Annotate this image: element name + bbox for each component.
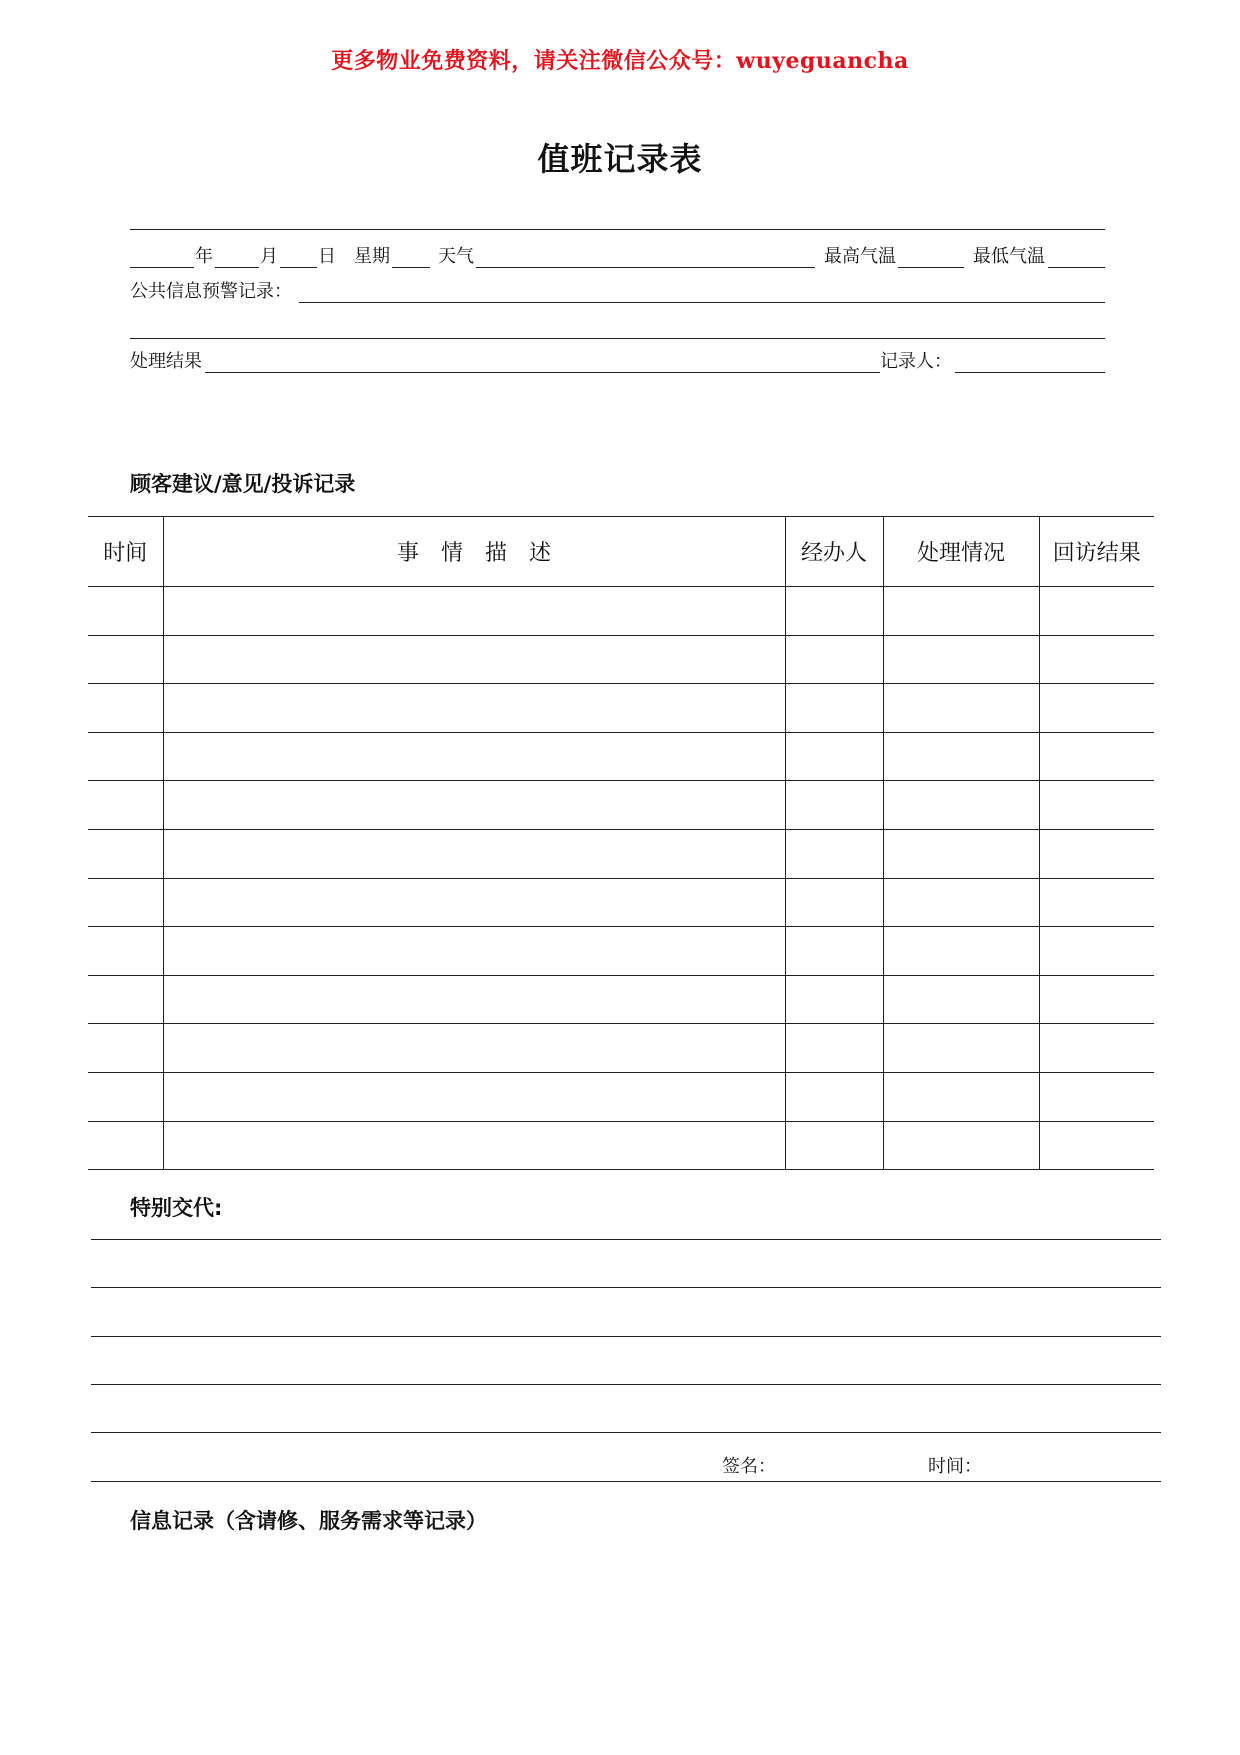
sign-label: 签名：: [722, 1456, 776, 1477]
cell-handler[interactable]: [785, 587, 883, 636]
cell-time[interactable]: [88, 975, 163, 1024]
cell-followup[interactable]: [1039, 684, 1154, 733]
month-blank[interactable]: [215, 245, 259, 268]
cell-handling[interactable]: [883, 927, 1039, 976]
low-temp-blank[interactable]: [1048, 245, 1105, 268]
cell-description[interactable]: [163, 587, 785, 636]
promo-banner: 更多物业免费资料，请关注微信公众号：wuyeguancha: [331, 48, 909, 74]
col-description: 事 情 描 述: [163, 517, 785, 587]
cell-handler[interactable]: [785, 1121, 883, 1170]
cell-time[interactable]: [88, 878, 163, 927]
recorder-blank[interactable]: [955, 350, 1105, 373]
cell-followup[interactable]: [1039, 635, 1154, 684]
table-row: [88, 975, 1154, 1024]
high-temp-blank[interactable]: [898, 245, 964, 268]
cell-followup[interactable]: [1039, 781, 1154, 830]
cell-time[interactable]: [88, 1121, 163, 1170]
table-row: [88, 878, 1154, 927]
col-handler: 经办人: [785, 517, 883, 587]
cell-description[interactable]: [163, 1072, 785, 1121]
low-temp-label: 最低气温: [973, 246, 1045, 267]
col-followup: 回访结果: [1039, 517, 1154, 587]
weather-blank[interactable]: [476, 245, 815, 268]
cell-time[interactable]: [88, 1024, 163, 1073]
table-row: [88, 732, 1154, 781]
table-header-row: [88, 517, 1154, 587]
cell-followup[interactable]: [1039, 1121, 1154, 1170]
cell-handling[interactable]: [883, 781, 1039, 830]
year-label: 年: [195, 246, 213, 267]
cell-handling[interactable]: [883, 1121, 1039, 1170]
cell-handling[interactable]: [883, 732, 1039, 781]
cell-handling[interactable]: [883, 1024, 1039, 1073]
cell-handler[interactable]: [785, 927, 883, 976]
cell-handler[interactable]: [785, 732, 883, 781]
table-row: [88, 1121, 1154, 1170]
weekday-blank[interactable]: [392, 245, 430, 268]
special-line-1[interactable]: [91, 1239, 1161, 1240]
special-line-4[interactable]: [91, 1384, 1161, 1385]
table-row: [88, 635, 1154, 684]
cell-description[interactable]: [163, 878, 785, 927]
cell-description[interactable]: [163, 975, 785, 1024]
table-row: [88, 829, 1154, 878]
result-label: 处理结果: [130, 351, 202, 372]
month-label: 月: [260, 246, 278, 267]
table-row: [88, 684, 1154, 733]
cell-handling[interactable]: [883, 829, 1039, 878]
cell-time[interactable]: [88, 781, 163, 830]
cell-handling[interactable]: [883, 684, 1039, 733]
complaints-heading: 顾客建议/意见/投诉记录: [130, 472, 356, 496]
special-bottom-rule: [91, 1481, 1161, 1482]
day-label: 日: [318, 246, 336, 267]
cell-handler[interactable]: [785, 975, 883, 1024]
year-blank[interactable]: [130, 245, 194, 268]
time-label: 时间：: [928, 1456, 982, 1477]
cell-handling[interactable]: [883, 878, 1039, 927]
cell-handler[interactable]: [785, 781, 883, 830]
cell-time[interactable]: [88, 635, 163, 684]
cell-description[interactable]: [163, 781, 785, 830]
special-line-5[interactable]: [91, 1432, 1161, 1433]
public-warning-line-2[interactable]: [130, 338, 1105, 339]
cell-description[interactable]: [163, 684, 785, 733]
weather-label: 天气: [438, 246, 474, 267]
header-top-rule: [130, 229, 1105, 230]
cell-handling[interactable]: [883, 635, 1039, 684]
cell-description[interactable]: [163, 635, 785, 684]
high-temp-label: 最高气温: [824, 246, 896, 267]
cell-handler[interactable]: [785, 1024, 883, 1073]
table-row: [88, 1024, 1154, 1073]
special-line-3[interactable]: [91, 1336, 1161, 1337]
cell-time[interactable]: [88, 732, 163, 781]
cell-followup[interactable]: [1039, 829, 1154, 878]
cell-description[interactable]: [163, 927, 785, 976]
cell-time[interactable]: [88, 587, 163, 636]
info-record-heading: 信息记录（含请修、服务需求等记录）: [130, 1509, 487, 1533]
result-blank[interactable]: [205, 350, 880, 373]
cell-handling[interactable]: [883, 975, 1039, 1024]
table-row: [88, 587, 1154, 636]
cell-followup[interactable]: [1039, 1072, 1154, 1121]
recorder-label: 记录人：: [880, 351, 952, 372]
cell-followup[interactable]: [1039, 587, 1154, 636]
cell-description[interactable]: [163, 1121, 785, 1170]
cell-followup[interactable]: [1039, 1024, 1154, 1073]
special-heading: 特别交代:: [130, 1196, 223, 1220]
cell-followup[interactable]: [1039, 878, 1154, 927]
cell-time[interactable]: [88, 829, 163, 878]
cell-handler[interactable]: [785, 684, 883, 733]
cell-handler[interactable]: [785, 829, 883, 878]
cell-time[interactable]: [88, 1072, 163, 1121]
weekday-label: 星期: [354, 246, 390, 267]
special-line-2[interactable]: [91, 1287, 1161, 1288]
public-warning-blank[interactable]: [299, 280, 1105, 303]
col-handling: 处理情况: [883, 517, 1039, 587]
cell-followup[interactable]: [1039, 732, 1154, 781]
cell-description[interactable]: [163, 1024, 785, 1073]
cell-followup[interactable]: [1039, 975, 1154, 1024]
table-row: [88, 927, 1154, 976]
col-time: 时间: [88, 517, 163, 587]
cell-description[interactable]: [163, 829, 785, 878]
cell-handler[interactable]: [785, 635, 883, 684]
table-row: [88, 781, 1154, 830]
complaints-table: [88, 516, 1154, 1170]
cell-handling[interactable]: [883, 1072, 1039, 1121]
cell-handler[interactable]: [785, 1072, 883, 1121]
cell-handling[interactable]: [883, 587, 1039, 636]
cell-time[interactable]: [88, 927, 163, 976]
public-warning-label: 公共信息预警记录：: [130, 281, 292, 302]
cell-description[interactable]: [163, 732, 785, 781]
day-blank[interactable]: [280, 245, 317, 268]
form-title: 值班记录表: [537, 140, 703, 178]
cell-time[interactable]: [88, 684, 163, 733]
cell-followup[interactable]: [1039, 927, 1154, 976]
cell-handler[interactable]: [785, 878, 883, 927]
table-row: [88, 1072, 1154, 1121]
